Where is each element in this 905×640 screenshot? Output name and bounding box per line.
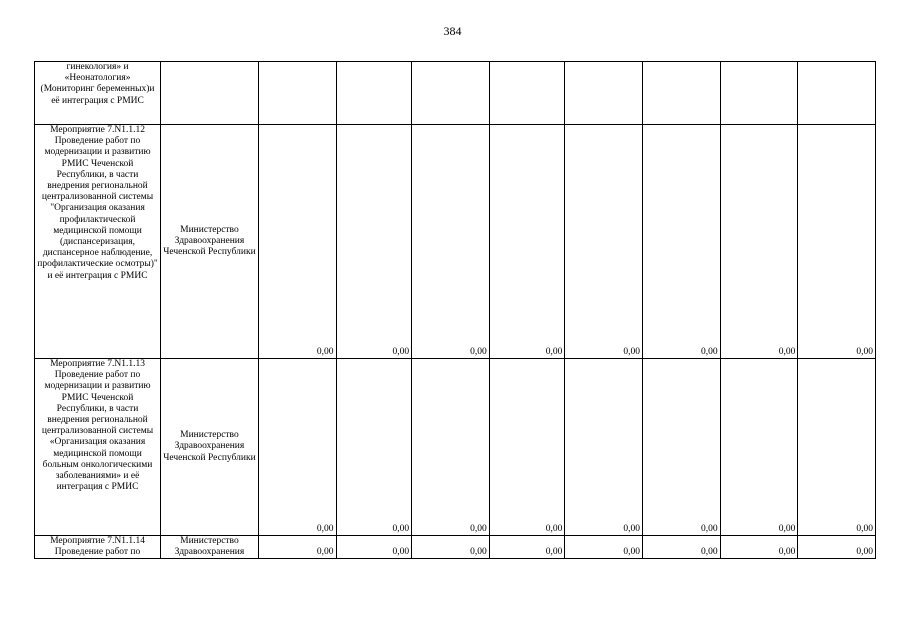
value-cell: 0,00	[336, 536, 412, 559]
executor-cell: Министерство Здравоохранения Чеченской Республики	[161, 125, 259, 359]
value-cell	[643, 62, 721, 125]
value-cell: 0,00	[258, 125, 336, 359]
value-cell	[489, 62, 565, 125]
table-row	[35, 62, 876, 125]
value-cell: 0,00	[489, 125, 565, 359]
value-cell: 0,00	[798, 125, 876, 359]
value-cell: 0,00	[489, 536, 565, 559]
value-cell	[258, 62, 336, 125]
value-cell: 0,00	[565, 359, 643, 536]
value-cell: 0,00	[643, 125, 721, 359]
activity-description: Мероприятие 7.N1.1.13 Проведение работ по модернизации и развитию РМИС Чеченской Республики, в части внедрения региональной централизованной системы «Организация оказания медицинской помощи больным онкологическими заболеваниями» и её интеграция с РМИС	[35, 359, 161, 536]
activity-description: Мероприятие 7.N1.1.12 Проведение работ по модернизации и развитию РМИС Чеченской Республики, в части внедрения региональной централизованной системы "Организация оказания профилактической медицинской помощи (диспансеризация, диспансерное наблюдение, профилактические осмотры)" и её интеграция с РМИС	[35, 125, 161, 359]
value-cell	[720, 62, 798, 125]
executor-cell	[161, 62, 259, 125]
value-cell: 0,00	[258, 536, 336, 559]
value-cell: 0,00	[798, 536, 876, 559]
value-cell: 0,00	[720, 125, 798, 359]
value-cell: 0,00	[565, 536, 643, 559]
budget-table	[34, 61, 876, 559]
executor-cell: Министерство Здравоохранения	[161, 536, 259, 559]
value-cell	[336, 62, 412, 125]
value-cell: 0,00	[412, 359, 490, 536]
value-cell: 0,00	[720, 359, 798, 536]
value-cell: 0,00	[489, 359, 565, 536]
activity-description: гинекология» и «Неонатология» (Мониторинг беременных)и её интеграция с РМИС	[35, 62, 161, 125]
executor-cell: Министерство Здравоохранения Чеченской Республики	[161, 359, 259, 536]
value-cell	[412, 62, 490, 125]
value-cell	[798, 62, 876, 125]
value-cell: 0,00	[565, 125, 643, 359]
value-cell: 0,00	[643, 536, 721, 559]
value-cell: 0,00	[336, 125, 412, 359]
table-row	[35, 536, 876, 559]
activity-description: Мероприятие 7.N1.1.14 Проведение работ по	[35, 536, 161, 559]
value-cell: 0,00	[643, 359, 721, 536]
value-cell: 0,00	[412, 125, 490, 359]
table-row	[35, 125, 876, 359]
value-cell	[565, 62, 643, 125]
value-cell: 0,00	[336, 359, 412, 536]
page-number: 384	[443, 24, 462, 38]
value-cell: 0,00	[798, 359, 876, 536]
value-cell: 0,00	[258, 359, 336, 536]
value-cell: 0,00	[720, 536, 798, 559]
table-row	[35, 359, 876, 536]
value-cell: 0,00	[412, 536, 490, 559]
